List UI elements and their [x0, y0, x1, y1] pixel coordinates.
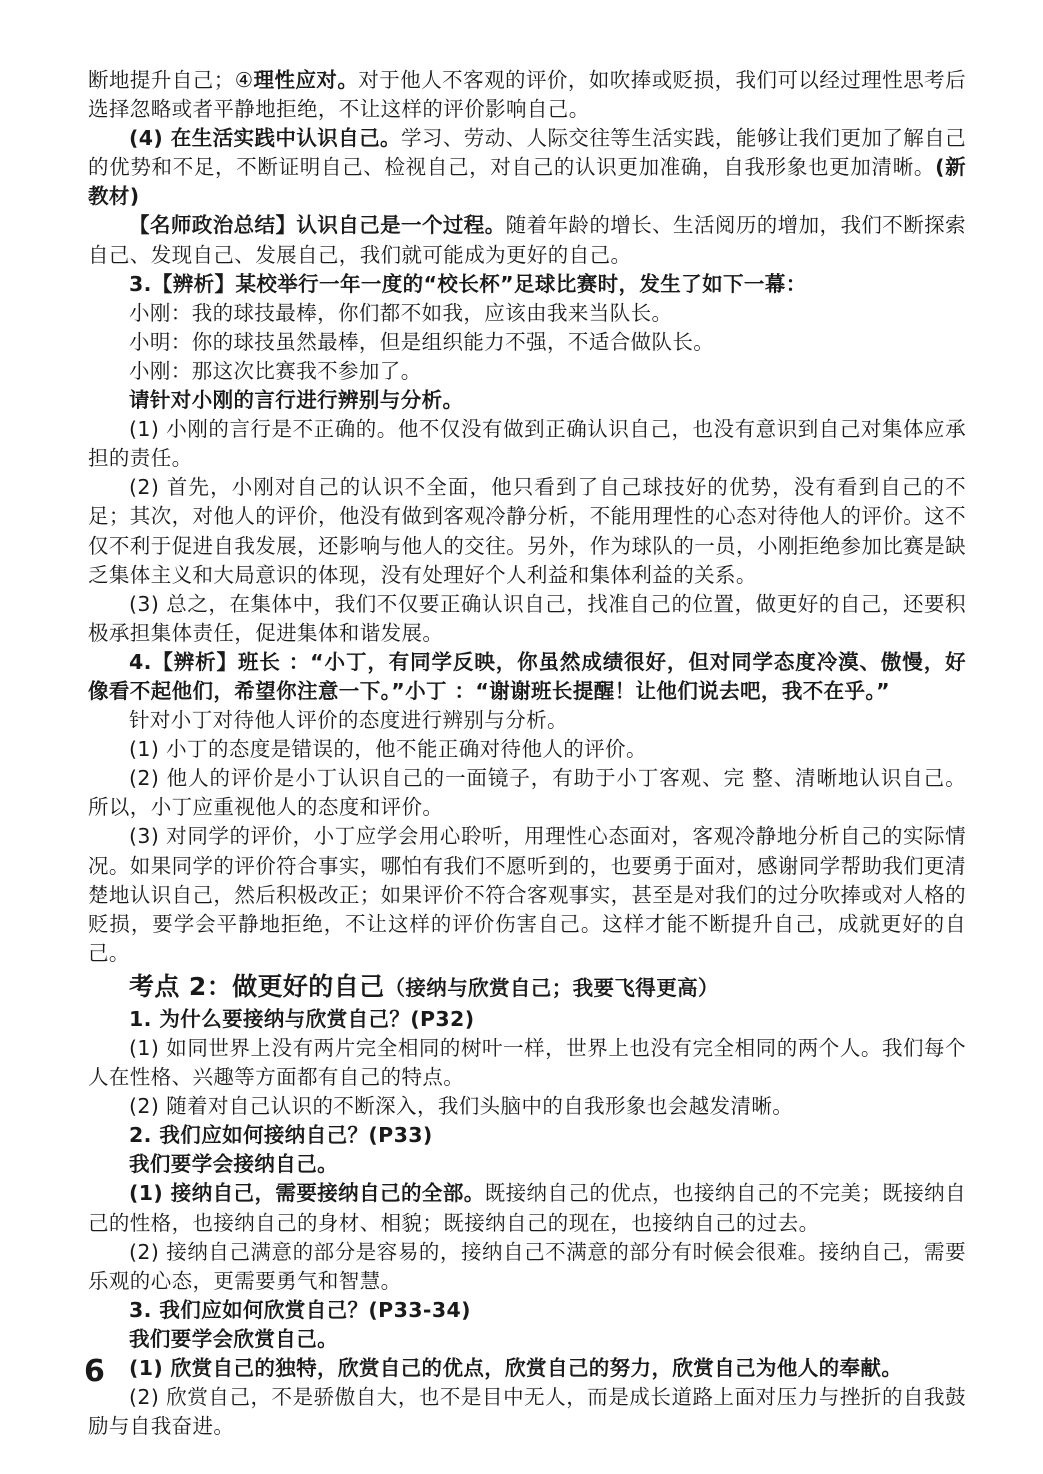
answer-item: (2) 他人的评价是小丁认识自己的一面镜子，有助于小丁客观、完 整、清晰地认识自己。所以，小丁应重视他人的态度和评价。	[88, 766, 966, 820]
answer-item: (3) 总之，在集体中，我们不仅要正确认识自己，找准自己的位置，做更好的自己，还要积极承担集体责任，促进集体和谐发展。	[88, 591, 966, 645]
dialogue-line: 小明：你的球技虽然最棒，但是组织能力不强，不适合做队长。	[129, 329, 715, 354]
answer-item: (1) 欣赏自己的独特，欣赏自己的优点，欣赏自己的努力，欣赏自己为他人的奉献。	[129, 1356, 903, 1381]
question-3-prompt: 请针对小刚的言行进行辨别与分析。	[129, 388, 464, 413]
answer-item: (1) 小丁的态度是错误的，他不能正确对待他人的评价。	[129, 737, 647, 762]
answer-item: (2) 首先，小刚对自己的认识不全面，他只看到了自己球技好的优势，没有看到自己的不足；其次，对他人的评价，他没有做到客观冷静分析，不能用理性的心态对待他人的评价。这不仅不利于促进自我发展，还影响与他人的交往。另外，作为球队的一员，小刚拒绝参加比赛是缺乏集体主义和大局意识的体现，没有处理好个人利益和集体利益的关系。	[88, 475, 966, 587]
subsection-3-title: 3. 我们应如何欣赏自己？(P33-34)	[129, 1297, 471, 1322]
question-3-title: 3.【辨析】某校举行一年一度的“校长杯”足球比赛时，发生了如下一幕：	[129, 271, 807, 296]
subsection-1-title: 1. 为什么要接纳与欣赏自己？(P32)	[129, 1006, 475, 1031]
paragraph-life-practice: (4) 在生活实践中认识自己。学习、劳动、人际交往等生活实践，能够让我们更加了解自己的优势和不足，不断证明自己、检视自己，对自己的认识更加准确，自我形象也更加清晰。(新教材)	[88, 126, 967, 209]
answer-item: (1) 小刚的言行是不正确的。他不仅没有做到正确认识自己，也没有意识到自己对集体应承担的责任。	[88, 417, 966, 471]
answer-item: (1) 接纳自己，需要接纳自己的全部。既接纳自己的优点，也接纳自己的不完美；既接纳自己的性格，也接纳自己的身材、相貌；既接纳自己的现在，也接纳自己的过去。	[88, 1181, 966, 1235]
page-number: 6	[84, 1354, 105, 1389]
question-4-prompt: 针对小丁对待他人评价的态度进行辨别与分析。	[129, 708, 568, 733]
answer-item: (2) 随着对自己认识的不断深入，我们头脑中的自我形象也会越发清晰。	[129, 1094, 794, 1119]
section-heading: 考点 2：做更好的自己（接纳与欣赏自己；我要飞得更高）	[129, 971, 719, 1001]
question-4-title: 4.【辨析】班长 ：“小丁，有同学反映，你虽然成绩很好，但对同学态度冷漠、傲慢，好像看不起他们，希望你注意一下。”小丁 ：“谢谢班长提醒！让他们说去吧，我不在乎。”	[88, 649, 966, 703]
document-body	[88, 66, 966, 1441]
subsection-2-title: 2. 我们应如何接纳自己？(P33)	[129, 1123, 433, 1148]
subsection-3-lead: 我们要学会欣赏自己。	[129, 1326, 338, 1351]
answer-item: (2) 欣赏自己，不是骄傲自大，也不是目中无人，而是成长道路上面对压力与挫折的自我鼓励与自我奋进。	[88, 1385, 966, 1439]
dialogue-line: 小刚：我的球技最棒，你们都不如我，应该由我来当队长。	[129, 300, 673, 325]
subsection-2-lead: 我们要学会接纳自己。	[129, 1152, 338, 1177]
answer-item: (3) 对同学的评价，小丁应学会用心聆听，用理性心态面对，客观冷静地分析自己的实际情况。如果同学的评价符合事实，哪怕有我们不愿听到的，也要勇于面对，感谢同学帮助我们更清楚地认识自己，然后积极改正；如果评价不符合客观事实，甚至是对我们的过分吹捧或对人格的贬损，要学会平静地拒绝，不让这样的评价伤害自己。这样才能不断提升自己，成就更好的自己。	[88, 824, 966, 965]
answer-item: (1) 如同世界上没有两片完全相同的树叶一样，世界上也没有完全相同的两个人。我们每个人在性格、兴趣等方面都有自己的特点。	[88, 1036, 966, 1090]
dialogue-line: 小刚：那这次比赛我不参加了。	[129, 358, 422, 383]
paragraph-teacher-summary: 【名师政治总结】认识自己是一个过程。随着年龄的增长、生活阅历的增加，我们不断探索自己、发现自己、发展自己，我们就可能成为更好的自己。	[88, 213, 966, 267]
answer-item: (2) 接纳自己满意的部分是容易的，接纳自己不满意的部分有时候会很难。接纳自己，需要乐观的心态，更需要勇气和智慧。	[88, 1239, 966, 1293]
paragraph-rational-response: 断地提升自己；④理性应对。对于他人不客观的评价，如吹捧或贬损，我们可以经过理性思考后选择忽略或者平静地拒绝，不让这样的评价影响自己。	[88, 68, 967, 122]
